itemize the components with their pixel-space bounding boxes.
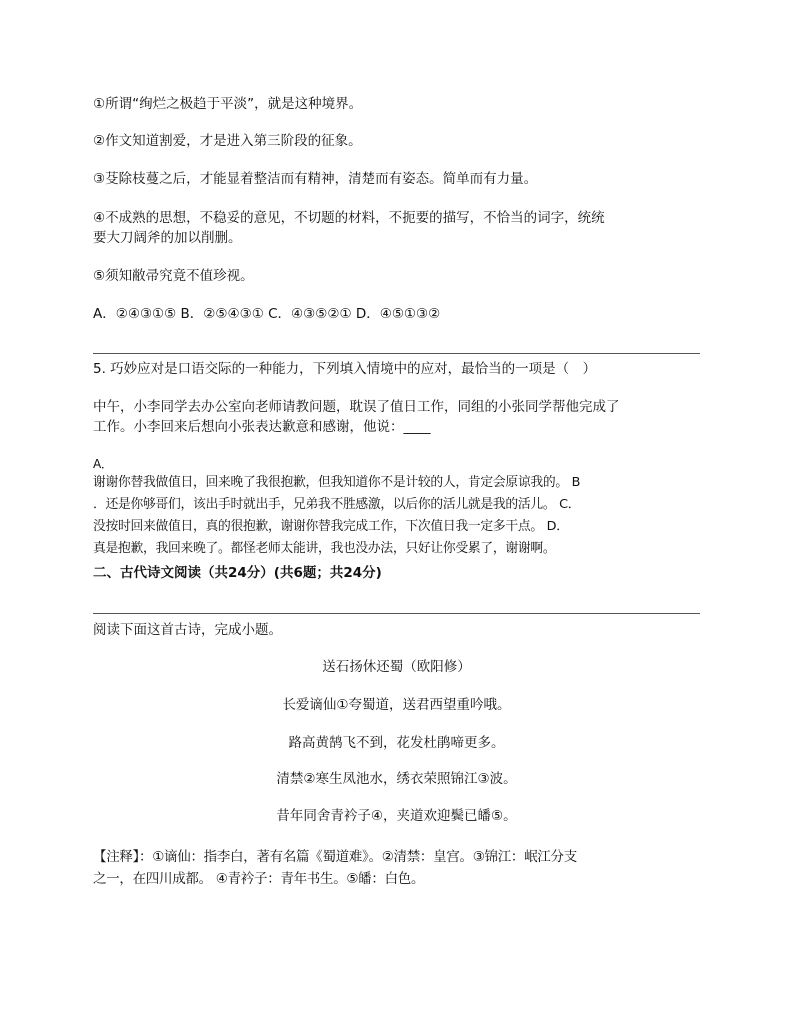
q5-options-line-1: 谢谢你替我做值日，回来晚了我很抱歉，但我知道你不是计较的人，肯定会原谅我的。 B — [93, 475, 581, 490]
q5-options-line-2: ．还是你够哥们，该出手时就出手，兄弟我不胜感激，以后你的活儿就是我的活儿。 C． — [93, 497, 581, 512]
q4-item-3: ③芟除枝蔓之后，才能显着整洁而有精神，清楚而有姿态。简单而有力量。 — [93, 171, 538, 187]
divider-1 — [93, 353, 700, 354]
poem-intro: 阅读下面这首古诗，完成小题。 — [93, 622, 282, 638]
q4-item-1: ①所谓“绚烂之极趋于平淡”，就是这种境界。 — [93, 96, 363, 112]
divider-2 — [93, 613, 700, 614]
q4-item-2: ②作文知道割爱，才是进入第三阶段的征象。 — [93, 133, 362, 149]
poem-notes-line-2: 之一，在四川成都。 ④青衿子：青年书生。⑤皤：白色。 — [93, 871, 425, 887]
poem-notes-line-1: 【注释】：①谪仙：指李白，著有名篇《蜀道难》。②清禁：皇宫。③锦江：岷江分支 — [93, 849, 577, 865]
poem-line-1: 长爱谪仙①夸蜀道，送君西望重吟哦。 — [282, 697, 511, 713]
poem-line-4: 昔年同舍青衿子④，夹道欢迎鬓已皤⑤。 — [276, 808, 517, 824]
q5-scenario-line-2: 工作。小李回来后想向小张表达歉意和感谢，他说：____ — [93, 419, 431, 435]
poem-line-3: 清禁②寒生凤池水，绣衣荣照锦江③波。 — [276, 771, 517, 787]
section-heading: 二、古代诗文阅读（共24分）(共6题；共24分) — [93, 565, 382, 581]
poem-notes — [93, 846, 703, 890]
q5-options-line-3: 没按时回来做值日，真的很抱歉，谢谢你替我完成工作，下次值日我一定多干点。 D． — [93, 519, 569, 534]
q5-options-line-4: 真是抱歉，我回来晚了。都怪老师太能讲，我也没办法，只好让你受累了，谢谢啊。 — [93, 541, 556, 556]
q4-item-4-line-2: 要大刀阔斧的加以削删。 — [93, 230, 242, 246]
q4-item-5: ⑤须知敝帚究竟不值珍视。 — [93, 268, 254, 284]
q5-option-label: A． — [93, 457, 113, 471]
poem-line-2: 路高黄鹄飞不到，花发杜鹃啼更多。 — [288, 735, 505, 751]
q5-scenario — [93, 397, 703, 437]
q4-item-4-line-1: ④不成熟的思想，不稳妥的意见，不切题的材料，不扼要的描写，不恰当的词字，统统 — [93, 210, 605, 226]
q5-scenario-line-1: 中午，小李同学去办公室向老师请教问题，耽误了值日工作，同组的小张同学帮他完成了 — [93, 399, 620, 415]
q4-options: A．②④③①⑤ B．②⑤④③① C．④③⑤②① D．④⑤①③② — [93, 306, 441, 322]
q5-stem: 5. 巧妙应对是口语交际的一种能力，下列填入情境中的应对，最恰当的一项是（ ） — [93, 361, 597, 377]
poem-title: 送石扬休还蜀（欧阳修） — [322, 659, 471, 675]
q5-options — [93, 456, 703, 560]
q4-item-4 — [93, 208, 703, 248]
